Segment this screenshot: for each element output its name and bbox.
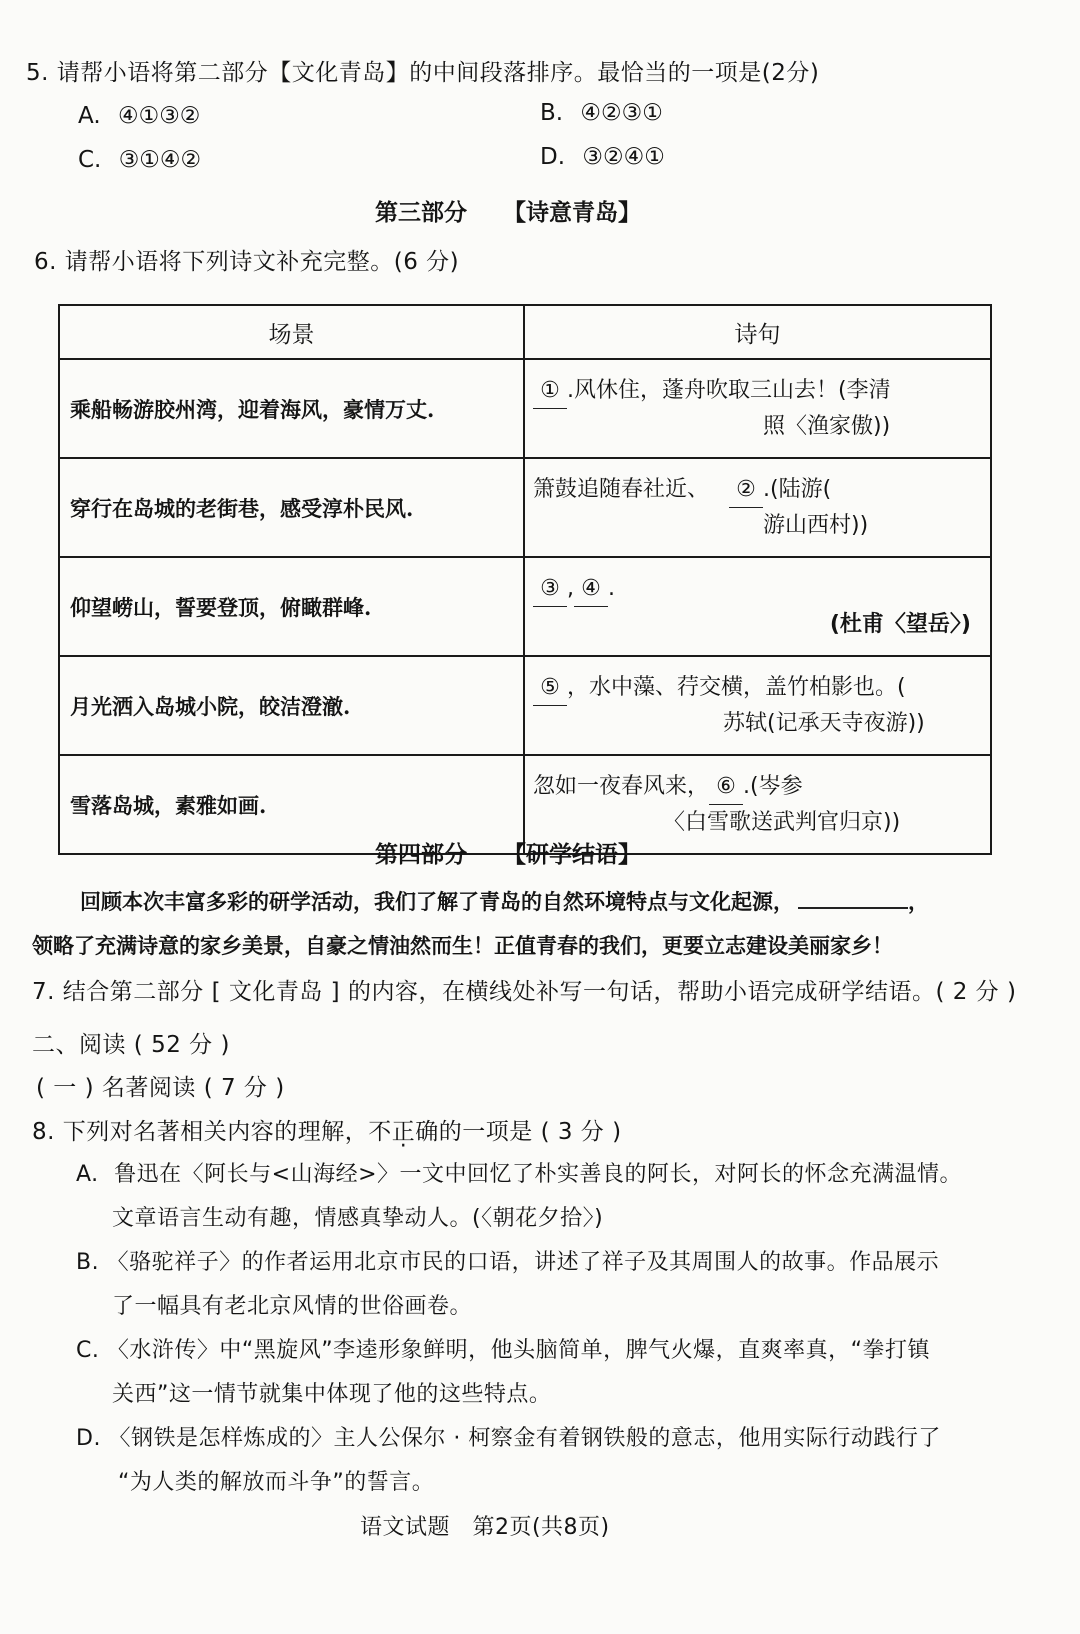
table-row: [59, 557, 991, 656]
option-text: 鲁迅在〈阿长与<山海经>〉一文中回忆了朴实善良的阿长，对阿长的怀念充满温情。: [114, 1162, 963, 1187]
part3-subtitle: 【诗意青岛】: [503, 200, 642, 226]
option-label: D.: [540, 144, 566, 170]
verse-line-end: .(陆游(: [763, 477, 832, 502]
verse-source: (杜甫〈望岳〉): [829, 612, 971, 637]
blank-3[interactable]: ③: [533, 571, 567, 607]
q5-stem: 5. 请帮小语将第二部分【文化青岛】的中间段落排序。最恰当的一项是(2分): [26, 60, 820, 86]
blank-2[interactable]: ②: [729, 472, 763, 508]
verse-source: 照〈渔家傲)): [763, 414, 891, 439]
verse-line: 忽如一夜春风来，: [533, 774, 710, 799]
verse-source: 苏轼(记承天寺夜游)): [723, 711, 925, 736]
verse-cell: [524, 656, 991, 755]
table-header-row: [59, 305, 991, 359]
verse-cell: [524, 359, 991, 458]
q5-option-c[interactable]: [78, 147, 201, 173]
table-row: [59, 656, 991, 755]
verse-line-end: .(岑参: [743, 774, 803, 799]
part3-title: 第三部分: [375, 200, 467, 226]
part4-subtitle: 【研学结语】: [503, 842, 642, 868]
option-text: 〈骆驼祥子〉的作者运用北京市民的口语，讲述了祥子及其周围人的故事。作品展示: [106, 1250, 940, 1275]
table-row: [59, 458, 991, 557]
option-label: C.: [76, 1338, 100, 1363]
scene-cell: 乘船畅游胶州湾，迎着海风，豪情万丈.: [59, 359, 524, 458]
part4-heading: [375, 836, 641, 869]
blank-6[interactable]: ⑥: [709, 769, 743, 805]
conclusion-line-1: [80, 886, 929, 916]
q8-option-b[interactable]: [76, 1245, 939, 1276]
verse-end: .: [608, 576, 615, 601]
q8-option-d[interactable]: [76, 1421, 941, 1452]
conclusion-text: 回顾本次丰富多彩的研学活动，我们了解了青岛的自然环境特点与文化起源，: [80, 889, 794, 914]
option-label: A.: [78, 103, 101, 129]
q8-option-a-cont: 文章语言生动有趣，情感真挚动人。(〈朝花夕拾〉): [112, 1206, 604, 1231]
q5-option-a[interactable]: [78, 103, 200, 129]
q5-option-b[interactable]: [540, 100, 663, 126]
blank-4[interactable]: ④: [574, 571, 608, 607]
conclusion-comma: ，: [908, 889, 929, 914]
scene-cell: 雪落岛城，素雅如画.: [59, 755, 524, 854]
scene-cell: 穿行在岛城的老街巷，感受淳朴民风.: [59, 458, 524, 557]
poem-table: [58, 304, 992, 855]
verse-line: .风休住，蓬舟吹取三山去！(李清: [567, 378, 891, 403]
q8-stem-end: 的一项是 ( 3 分 ): [438, 1119, 622, 1145]
option-text: 〈钢铁是怎样炼成的〉主人公保尔 · 柯察金有着钢铁般的意志，他用实际行动践行了: [108, 1426, 941, 1451]
option-text: ③①④②: [118, 147, 202, 173]
q8-stem-text: 8. 下列对名著相关内容的理解，: [32, 1119, 369, 1145]
blank-5[interactable]: ⑤: [533, 670, 567, 706]
header-verse: 诗句: [524, 305, 991, 359]
verse-line: ，水中藻、荇交横，盖竹柏影也。(: [567, 675, 906, 700]
scene-cell: 月光洒入岛城小院，皎洁澄澈.: [59, 656, 524, 755]
verse-line: 箫鼓追随春社近、: [533, 477, 710, 502]
verse-source: 〈白雪歌送武判官归京)): [663, 810, 901, 835]
option-label: B.: [540, 100, 564, 126]
verse-cell: [524, 458, 991, 557]
conclusion-line-2: 领略了充满诗意的家乡美景，自豪之情油然而生！正值青春的我们，更要立志建设美丽家乡！: [32, 933, 893, 958]
q8-option-c[interactable]: [76, 1333, 930, 1364]
option-label: A.: [76, 1162, 99, 1187]
q8-emphasis: 不正确: [368, 1119, 439, 1145]
page-footer: 语文试题 第2页(共8页): [360, 1515, 610, 1540]
header-scene: 场景: [59, 305, 524, 359]
q8-option-d-cont: “为人类的解放而斗争”的誓言。: [118, 1470, 435, 1495]
conclusion-blank[interactable]: [798, 887, 908, 909]
q8-option-a[interactable]: [76, 1157, 962, 1188]
verse-source: 游山西村)): [763, 513, 869, 538]
q8-option-b-cont: 了一幅具有老北京风情的世俗画卷。: [112, 1294, 473, 1319]
part3-heading: [375, 194, 641, 227]
part4-title: 第四部分: [375, 842, 467, 868]
option-text: ③②④①: [582, 144, 665, 170]
option-label: B.: [76, 1250, 100, 1275]
q5-option-d[interactable]: [540, 144, 665, 170]
option-label: D.: [76, 1426, 101, 1451]
q8-option-c-cont: 关西”这一情节就集中体现了他的这些特点。: [112, 1382, 552, 1407]
q8-stem: [32, 1113, 622, 1146]
option-text: ④②③①: [580, 100, 663, 126]
option-label: C.: [78, 147, 102, 173]
verse-cell: [524, 557, 991, 656]
table-row: [59, 359, 991, 458]
verse-sep: ,: [567, 576, 574, 601]
blank-1[interactable]: ①: [533, 373, 567, 409]
sub1-title: ( 一 ) 名著阅读 ( 7 分 ): [36, 1075, 285, 1101]
q6-stem: 6. 请帮小语将下列诗文补充完整。(6 分): [34, 249, 460, 275]
q7-stem: 7. 结合第二部分 [ 文化青岛 ] 的内容，在横线处补写一句话，帮助小语完成研学结语。( 2 分 ): [32, 979, 1017, 1005]
section2-title: 二、阅读 ( 52 分 ): [32, 1032, 230, 1058]
option-text: 〈水浒传〉中“黑旋风”李逵形象鲜明，他头脑简单，脾气火爆，直爽率真，“拳打镇: [106, 1338, 931, 1363]
option-text: ④①③②: [117, 103, 201, 129]
scene-cell: 仰望崂山，誓要登顶，俯瞰群峰.: [59, 557, 524, 656]
